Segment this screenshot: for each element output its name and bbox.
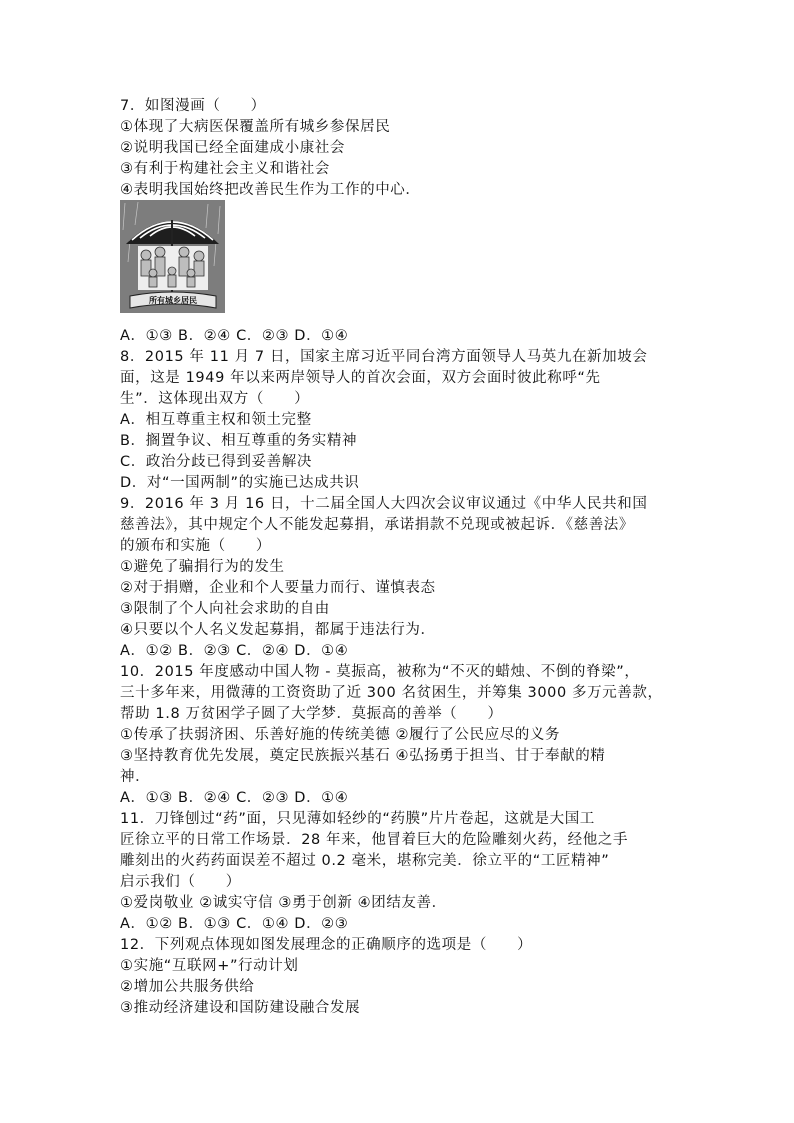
q7-stem: 7．如图漫画（ ） — [120, 98, 266, 114]
q9-option-3: ③限制了个人向社会求助的自由 — [120, 601, 330, 617]
q10-choices: A．①③ B．②④ C．②③ D．①④ — [120, 790, 349, 806]
q9-stem-line-1: 9．2016 年 3 月 16 日，十二届全国人大四次会议审议通过《中华人民共和国 — [120, 496, 648, 512]
q10-options-line-1: ①传承了扶弱济困、乐善好施的传统美德 ②履行了公民应尽的义务 — [120, 727, 561, 743]
q12-stem: 12．下列观点体现如图发展理念的正确顺序的选项是（ ） — [120, 937, 533, 953]
q8-choice-c: C．政治分歧已得到妥善解决 — [120, 454, 312, 470]
q7-option-3: ③有利于构建社会主义和谐社会 — [120, 161, 330, 177]
q9-option-4: ④只要以个人名义发起募捐，都属于违法行为． — [120, 622, 436, 638]
q9-option-1: ①避免了骗捐行为的发生 — [120, 559, 285, 575]
q10-stem-line-1: 10．2015 年度感动中国人物 - 莫振高，被称为“不灭的蜡烛、不倒的脊梁”， — [120, 664, 640, 680]
q8-stem-line-3: 生”．这体现出双方（ ） — [120, 391, 310, 407]
q9-stem-line-3: 的颁布和实施（ ） — [120, 538, 271, 554]
q8-choice-a: A．相互尊重主权和领土完整 — [120, 412, 312, 428]
q7-option-2: ②说明我国已经全面建成小康社会 — [120, 140, 345, 156]
q8-choice-d: D．对“一国两制”的实施已达成共识 — [120, 475, 360, 491]
q10-stem-line-3: 帮助 1.8 万贫困学子圆了大学梦．莫振高的善举（ ） — [120, 706, 503, 722]
q11-stem-line-3: 雕刻出的火药药面误差不超过 0.2 毫米，堪称完美．徐立平的“工匠精神” — [120, 853, 610, 869]
q12-option-2: ②增加公共服务供给 — [120, 979, 255, 995]
q11-choices: A．①② B．①③ C．①④ D．②③ — [120, 916, 349, 932]
q7-option-4: ④表明我国始终把改善民生作为工作的中心． — [120, 182, 421, 198]
q11-stem-line-1: 11．刀锋刨过“药”面，只见薄如轻纱的“药膜”片片卷起，这就是大国工 — [120, 811, 595, 827]
q7-option-1: ①体现了大病医保覆盖所有城乡参保居民 — [120, 119, 391, 135]
q11-stem-line-2: 匠徐立平的日常工作场景．28 年来，他冒着巨大的危险雕刻火药，经他之手 — [120, 832, 629, 848]
q9-choices: A．①② B．②③ C．②④ D．①④ — [120, 643, 349, 659]
q9-stem-line-2: 慈善法》，其中规定个人不能发起募捐，承诺捐款不兑现或被起诉．《慈善法》 — [120, 517, 634, 533]
q9-option-2: ②对于捐赠，企业和个人要量力而行、谨慎表态 — [120, 580, 436, 596]
q8-stem-line-1: 8．2015 年 11 月 7 日，国家主席习近平同台湾方面领导人马英九在新加坡会 — [120, 349, 648, 365]
q12-option-1: ①实施“互联网+”行动计划 — [120, 958, 299, 974]
q10-options-line-2: ③坚持教育优先发展，奠定民族振兴基石 ④弘扬勇于担当、甘于奉献的精 — [120, 748, 606, 764]
q10-options-line-3: 神． — [120, 769, 151, 785]
q7-cartoon-image — [120, 200, 225, 313]
q8-stem-line-2: 面，这是 1949 年以来两岸领导人的首次会面，双方会面时彼此称呼“先 — [120, 370, 601, 386]
q12-option-3: ③推动经济建设和国防建设融合发展 — [120, 1000, 361, 1016]
q11-options: ①爱岗敬业 ②诚实守信 ③勇于创新 ④团结友善． — [120, 895, 447, 911]
q10-stem-line-2: 三十多年来，用微薄的工资资助了近 300 名贫困生，并筹集 3000 多万元善款， — [120, 685, 663, 701]
q7-cartoon-caption: 所有城乡居民 — [149, 296, 197, 305]
q8-choice-b: B．搁置争议、相互尊重的务实精神 — [120, 433, 358, 449]
q11-stem-line-4: 启示我们（ ） — [120, 874, 241, 890]
q7-choices: A．①③ B．②④ C．②③ D．①④ — [120, 328, 349, 344]
